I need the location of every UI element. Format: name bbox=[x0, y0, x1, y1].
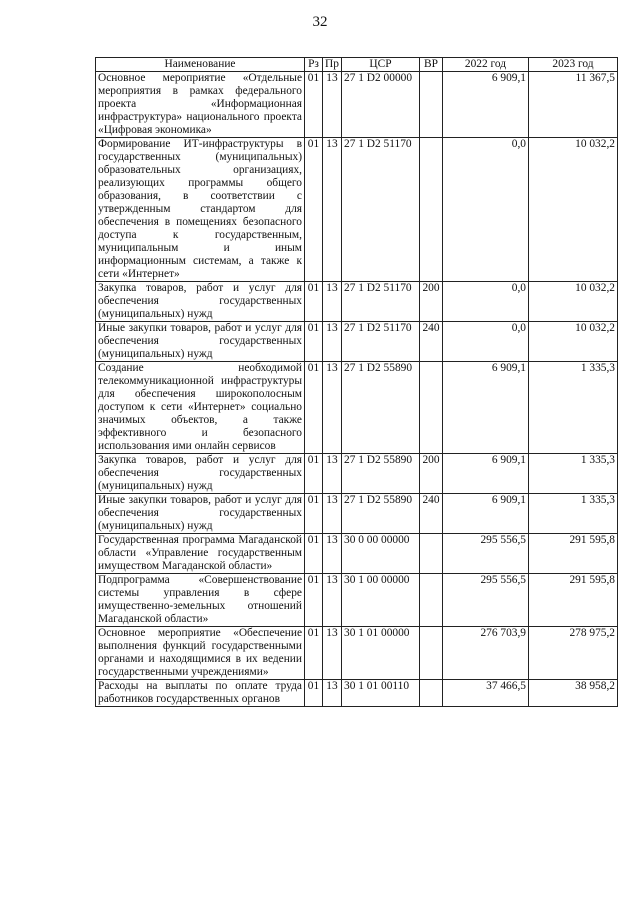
row-csr: 27 1 D2 00000 bbox=[342, 72, 420, 138]
row-vr bbox=[420, 72, 443, 138]
header-rz: Рз bbox=[305, 58, 323, 72]
row-rz: 01 bbox=[305, 322, 323, 362]
row-csr: 30 0 00 00000 bbox=[342, 534, 420, 574]
row-rz: 01 bbox=[305, 454, 323, 494]
header-name: Наименование bbox=[96, 58, 305, 72]
header-pr: Пр bbox=[323, 58, 342, 72]
row-amount-2023: 10 032,2 bbox=[529, 138, 618, 282]
row-amount-2023: 38 958,2 bbox=[529, 680, 618, 707]
row-amount-2023: 1 335,3 bbox=[529, 362, 618, 454]
row-vr bbox=[420, 138, 443, 282]
row-vr bbox=[420, 627, 443, 680]
row-pr: 13 bbox=[323, 627, 342, 680]
row-name: Закупка товаров, работ и услуг для обеспечения государственных (муниципальных) нужд bbox=[96, 454, 305, 494]
table-row bbox=[96, 138, 618, 282]
budget-table bbox=[95, 57, 618, 707]
row-pr: 13 bbox=[323, 282, 342, 322]
row-name: Основное мероприятие «Обеспечение выполнения функций государственными органами и находящимися в их ведении государственными учреждениями» bbox=[96, 627, 305, 680]
row-vr bbox=[420, 534, 443, 574]
row-amount-2023: 291 595,8 bbox=[529, 574, 618, 627]
row-csr: 30 1 00 00000 bbox=[342, 574, 420, 627]
row-csr: 27 1 D2 51170 bbox=[342, 282, 420, 322]
row-amount-2022: 6 909,1 bbox=[443, 454, 529, 494]
row-csr: 27 1 D2 55890 bbox=[342, 494, 420, 534]
row-vr bbox=[420, 680, 443, 707]
header-row bbox=[96, 58, 618, 72]
row-vr: 240 bbox=[420, 322, 443, 362]
row-amount-2023: 1 335,3 bbox=[529, 454, 618, 494]
row-amount-2022: 6 909,1 bbox=[443, 72, 529, 138]
row-rz: 01 bbox=[305, 627, 323, 680]
row-amount-2022: 0,0 bbox=[443, 282, 529, 322]
row-csr: 27 1 D2 51170 bbox=[342, 138, 420, 282]
table-row bbox=[96, 534, 618, 574]
row-pr: 13 bbox=[323, 680, 342, 707]
row-amount-2023: 11 367,5 bbox=[529, 72, 618, 138]
header-2022: 2022 год bbox=[443, 58, 529, 72]
row-amount-2023: 10 032,2 bbox=[529, 322, 618, 362]
row-amount-2023: 278 975,2 bbox=[529, 627, 618, 680]
row-name: Формирование ИТ-инфраструктуры в государственных (муниципальных) образовательных организациях, реализующих программы общего образования, в соответствии с утвержденным стандартом для обеспечения в помещениях безопасного доступа к государственным, муниципальным и иным информационным системам, а также к сети «Интернет» bbox=[96, 138, 305, 282]
row-name: Закупка товаров, работ и услуг для обеспечения государственных (муниципальных) нужд bbox=[96, 282, 305, 322]
row-pr: 13 bbox=[323, 454, 342, 494]
header-csr: ЦСР bbox=[342, 58, 420, 72]
row-name: Иные закупки товаров, работ и услуг для обеспечения государственных (муниципальных) нужд bbox=[96, 494, 305, 534]
row-rz: 01 bbox=[305, 574, 323, 627]
row-name: Основное мероприятие «Отдельные мероприятия в рамках федерального проекта «Информационная инфраструктура» национального проекта «Цифровая экономика» bbox=[96, 72, 305, 138]
row-amount-2023: 291 595,8 bbox=[529, 534, 618, 574]
row-amount-2022: 276 703,9 bbox=[443, 627, 529, 680]
row-name: Государственная программа Магаданской области «Управление государственным имуществом Магаданской области» bbox=[96, 534, 305, 574]
row-pr: 13 bbox=[323, 574, 342, 627]
row-amount-2022: 295 556,5 bbox=[443, 574, 529, 627]
page-number: 32 bbox=[312, 14, 328, 30]
row-pr: 13 bbox=[323, 534, 342, 574]
row-amount-2022: 6 909,1 bbox=[443, 362, 529, 454]
table-row bbox=[96, 454, 618, 494]
row-rz: 01 bbox=[305, 282, 323, 322]
row-csr: 27 1 D2 51170 bbox=[342, 322, 420, 362]
table-row bbox=[96, 494, 618, 534]
row-amount-2022: 6 909,1 bbox=[443, 494, 529, 534]
row-rz: 01 bbox=[305, 72, 323, 138]
table-row bbox=[96, 322, 618, 362]
row-name: Создание необходимой телекоммуникационной инфраструктуры для обеспечения широкополосным доступом к сети «Интернет» социально значимых объектов, а также эффективного и безопасного использования ими онлайн сервисов bbox=[96, 362, 305, 454]
row-pr: 13 bbox=[323, 322, 342, 362]
row-pr: 13 bbox=[323, 494, 342, 534]
table-row bbox=[96, 282, 618, 322]
row-vr bbox=[420, 574, 443, 627]
row-amount-2022: 37 466,5 bbox=[443, 680, 529, 707]
row-amount-2022: 0,0 bbox=[443, 138, 529, 282]
row-name: Иные закупки товаров, работ и услуг для обеспечения государственных (муниципальных) нужд bbox=[96, 322, 305, 362]
header-vr: ВР bbox=[420, 58, 443, 72]
row-amount-2022: 0,0 bbox=[443, 322, 529, 362]
row-vr: 200 bbox=[420, 282, 443, 322]
row-rz: 01 bbox=[305, 534, 323, 574]
row-amount-2022: 295 556,5 bbox=[443, 534, 529, 574]
header-2023: 2023 год bbox=[529, 58, 618, 72]
row-vr: 240 bbox=[420, 494, 443, 534]
row-rz: 01 bbox=[305, 138, 323, 282]
table-row bbox=[96, 627, 618, 680]
table-body bbox=[96, 72, 618, 707]
table-header bbox=[96, 58, 618, 72]
row-rz: 01 bbox=[305, 494, 323, 534]
row-amount-2023: 10 032,2 bbox=[529, 282, 618, 322]
row-csr: 30 1 01 00110 bbox=[342, 680, 420, 707]
row-pr: 13 bbox=[323, 72, 342, 138]
row-pr: 13 bbox=[323, 362, 342, 454]
row-name: Расходы на выплаты по оплате труда работников государственных органов bbox=[96, 680, 305, 707]
row-pr: 13 bbox=[323, 138, 342, 282]
table-row bbox=[96, 680, 618, 707]
row-name: Подпрограмма «Совершенствование системы управления в сфере имущественно-земельных отношений Магаданской области» bbox=[96, 574, 305, 627]
table-row bbox=[96, 362, 618, 454]
row-csr: 27 1 D2 55890 bbox=[342, 362, 420, 454]
row-csr: 30 1 01 00000 bbox=[342, 627, 420, 680]
row-rz: 01 bbox=[305, 680, 323, 707]
row-amount-2023: 1 335,3 bbox=[529, 494, 618, 534]
row-csr: 27 1 D2 55890 bbox=[342, 454, 420, 494]
table-row bbox=[96, 72, 618, 138]
table-row bbox=[96, 574, 618, 627]
row-vr: 200 bbox=[420, 454, 443, 494]
row-vr bbox=[420, 362, 443, 454]
row-rz: 01 bbox=[305, 362, 323, 454]
